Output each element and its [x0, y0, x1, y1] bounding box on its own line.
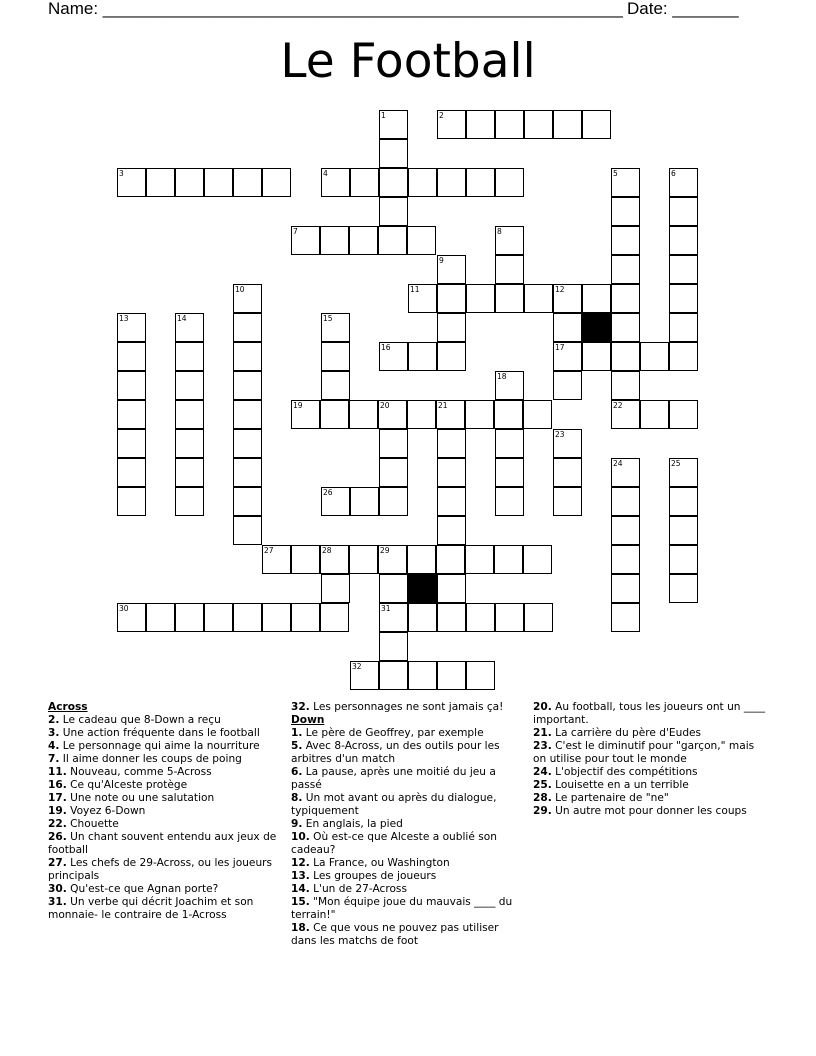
- grid-cell[interactable]: [320, 226, 349, 255]
- clue-number: 5.: [291, 740, 303, 752]
- grid-cell[interactable]: [669, 313, 698, 342]
- grid-cell[interactable]: [611, 487, 640, 516]
- clue-text: La carrière du père d'Eudes: [551, 727, 702, 739]
- clue-text: Nouveau, comme 5-Across: [66, 766, 212, 778]
- clue-number: 32.: [291, 701, 310, 713]
- grid-cell[interactable]: [379, 458, 408, 487]
- clue-item: [291, 766, 517, 792]
- grid-cell[interactable]: [611, 574, 640, 603]
- clue-number: 12.: [291, 857, 310, 869]
- clue-item: [533, 766, 768, 779]
- grid-cell[interactable]: [321, 313, 350, 342]
- grid-cell[interactable]: [437, 110, 466, 139]
- grid-cell[interactable]: [495, 371, 524, 400]
- clue-text: "Mon équipe joue du mauvais ____ du terrain!": [291, 896, 513, 921]
- grid-cell[interactable]: [436, 400, 465, 429]
- clue-item: [48, 805, 278, 818]
- clue-text: Louisette en a un terrible: [551, 779, 689, 791]
- grid-cell[interactable]: [611, 342, 640, 371]
- grid-cell[interactable]: [233, 429, 262, 458]
- clue-number: 2.: [48, 714, 60, 726]
- clue-text: Ce qu'Alceste protège: [66, 779, 188, 791]
- clues-column-1: [48, 701, 278, 922]
- clue-item: [533, 792, 768, 805]
- grid-cell[interactable]: [175, 400, 204, 429]
- grid-cell[interactable]: [611, 226, 640, 255]
- clue-text: Au football, tous les joueurs ont un ____ important.: [533, 701, 766, 726]
- clue-number: 26.: [48, 831, 67, 843]
- grid-cell[interactable]: [437, 342, 466, 371]
- grid-cell[interactable]: [611, 197, 640, 226]
- grid-cell[interactable]: [117, 487, 146, 516]
- clue-number: 23.: [533, 740, 552, 752]
- grid-cell[interactable]: [523, 545, 552, 574]
- cell-number: 10: [235, 285, 245, 294]
- grid-cell[interactable]: [669, 487, 698, 516]
- clue-number: 28.: [533, 792, 552, 804]
- grid-cell[interactable]: [669, 284, 698, 313]
- grid-cell[interactable]: [437, 574, 466, 603]
- grid-cell[interactable]: [669, 197, 698, 226]
- grid-cell[interactable]: [669, 458, 698, 487]
- grid-cell[interactable]: [408, 284, 437, 313]
- grid-cell[interactable]: [204, 168, 233, 197]
- grid-cell[interactable]: [669, 342, 698, 371]
- grid-cell[interactable]: [611, 168, 640, 197]
- grid-cell[interactable]: [669, 574, 698, 603]
- grid-cell[interactable]: [291, 226, 320, 255]
- cell-number: 16: [381, 343, 391, 352]
- clue-item: [291, 740, 517, 766]
- clue-number: 21.: [533, 727, 552, 739]
- clue-item: [48, 740, 278, 753]
- clue-number: 19.: [48, 805, 67, 817]
- clue-number: 20.: [533, 701, 552, 713]
- grid-cell[interactable]: [175, 313, 204, 342]
- grid-cell[interactable]: [640, 400, 669, 429]
- grid-cell[interactable]: [233, 487, 262, 516]
- clue-number: 13.: [291, 870, 310, 882]
- clue-number: 3.: [48, 727, 60, 739]
- grid-cell[interactable]: [262, 168, 291, 197]
- grid-cell[interactable]: [611, 516, 640, 545]
- grid-cell[interactable]: [495, 487, 524, 516]
- grid-cell[interactable]: [175, 342, 204, 371]
- grid-cell[interactable]: [611, 313, 640, 342]
- grid-cell[interactable]: [379, 632, 408, 661]
- grid-cell[interactable]: [320, 545, 349, 574]
- clues-column-3: [533, 701, 768, 818]
- cell-number: 13: [119, 314, 129, 323]
- grid-cell[interactable]: [379, 110, 408, 139]
- clue-text: Ce que vous ne pouvez pas utiliser dans les matchs de foot: [291, 922, 499, 947]
- cell-number: 19: [293, 401, 303, 410]
- grid-cell[interactable]: [669, 400, 698, 429]
- grid-cell[interactable]: [495, 255, 524, 284]
- grid-cell[interactable]: [437, 487, 466, 516]
- cell-number: 14: [177, 314, 187, 323]
- clue-number: 1.: [291, 727, 303, 739]
- grid-cell[interactable]: [407, 545, 436, 574]
- grid-cell[interactable]: [262, 603, 291, 632]
- grid-cell[interactable]: [408, 342, 437, 371]
- grid-cell[interactable]: [291, 603, 320, 632]
- clue-number: 8.: [291, 792, 303, 804]
- grid-cell[interactable]: [379, 342, 408, 371]
- grid-cell[interactable]: [350, 661, 379, 690]
- grid-cell[interactable]: [117, 429, 146, 458]
- grid-cell[interactable]: [553, 313, 582, 342]
- clue-number: 4.: [48, 740, 60, 752]
- grid-cell[interactable]: [379, 197, 408, 226]
- clue-text: En anglais, la pied: [302, 818, 403, 830]
- grid-cell[interactable]: [437, 429, 466, 458]
- cell-number: 9: [439, 256, 444, 265]
- grid-cell[interactable]: [379, 487, 408, 516]
- grid-cell[interactable]: [495, 603, 524, 632]
- grid-cell[interactable]: [379, 429, 408, 458]
- grid-cell[interactable]: [495, 284, 524, 313]
- clue-item: [48, 883, 278, 896]
- grid-cell[interactable]: [233, 516, 262, 545]
- grid-cell[interactable]: [669, 516, 698, 545]
- clue-text: Les chefs de 29-Across, ou les joueurs principals: [48, 857, 273, 882]
- cell-number: 7: [293, 227, 298, 236]
- clue-number: 6.: [291, 766, 303, 778]
- clues-column-2: [291, 701, 517, 948]
- clue-item: [48, 727, 278, 740]
- clue-item: [48, 714, 278, 727]
- clue-item: [291, 701, 517, 714]
- cell-number: 21: [438, 401, 448, 410]
- grid-cell[interactable]: [291, 400, 320, 429]
- grid-cell[interactable]: [669, 255, 698, 284]
- clue-number: 25.: [533, 779, 552, 791]
- grid-cell[interactable]: [611, 545, 640, 574]
- clue-text: Une note ou une salutation: [66, 792, 215, 804]
- clue-item: [291, 792, 517, 818]
- cell-number: 20: [380, 401, 390, 410]
- grid-cell[interactable]: [349, 226, 378, 255]
- clue-text: Avec 8-Across, un des outils pour les arbitres d'un match: [291, 740, 500, 765]
- cell-number: 22: [613, 401, 623, 410]
- grid-cell[interactable]: [465, 400, 494, 429]
- cell-number: 8: [497, 227, 502, 236]
- grid-cell[interactable]: [524, 110, 553, 139]
- cell-number: 17: [555, 343, 565, 352]
- grid-cell[interactable]: [436, 545, 465, 574]
- clue-number: 31.: [48, 896, 67, 908]
- cell-number: 27: [264, 546, 274, 555]
- clue-text: Qu'est-ce que Agnan porte?: [66, 883, 219, 895]
- grid-cell[interactable]: [233, 371, 262, 400]
- date-field-label: Date: _______: [627, 0, 739, 18]
- clues-heading: Down: [291, 714, 325, 726]
- grid-cell[interactable]: [437, 603, 466, 632]
- clue-text: Le père de Geoffrey, par exemple: [302, 727, 484, 739]
- grid-cell[interactable]: [437, 313, 466, 342]
- grid-cell[interactable]: [611, 284, 640, 313]
- grid-cell[interactable]: [408, 168, 437, 197]
- grid-cell[interactable]: [553, 487, 582, 516]
- grid-cell[interactable]: [494, 400, 523, 429]
- cell-number: 23: [555, 430, 565, 439]
- grid-cell[interactable]: [466, 284, 495, 313]
- clue-item: [48, 857, 278, 883]
- clue-item: [533, 727, 768, 740]
- cell-number: 2: [439, 111, 444, 120]
- grid-cell[interactable]: [175, 458, 204, 487]
- grid-cell[interactable]: [233, 400, 262, 429]
- grid-cell[interactable]: [582, 110, 611, 139]
- grid-cell[interactable]: [437, 516, 466, 545]
- clue-text: Les personnages ne sont jamais ça!: [309, 701, 504, 713]
- clue-number: 9.: [291, 818, 303, 830]
- clue-number: 17.: [48, 792, 67, 804]
- clue-item: [533, 701, 768, 727]
- grid-cell[interactable]: [524, 284, 553, 313]
- clue-text: Les groupes de joueurs: [309, 870, 437, 882]
- grid-cell[interactable]: [320, 603, 349, 632]
- clue-text: C'est le diminutif pour "garçon," mais on utilise pour tout le monde: [533, 740, 755, 765]
- grid-cell[interactable]: [233, 313, 262, 342]
- grid-cell[interactable]: [146, 168, 175, 197]
- clue-text: Le cadeau que 8-Down a reçu: [59, 714, 221, 726]
- clue-text: Chouette: [66, 818, 119, 830]
- grid-cell[interactable]: [117, 313, 146, 342]
- grid-cell[interactable]: [379, 574, 408, 603]
- cell-number: 29: [380, 546, 390, 555]
- clue-item: [48, 753, 278, 766]
- grid-cell[interactable]: [553, 284, 582, 313]
- grid-cell[interactable]: [233, 168, 262, 197]
- clue-number: 10.: [291, 831, 310, 843]
- clue-text: Il aime donner les coups de poing: [59, 753, 242, 765]
- grid-cell[interactable]: [379, 661, 408, 690]
- clue-text: La pause, après une moitié du jeu a passé: [291, 766, 496, 791]
- grid-cell[interactable]: [669, 226, 698, 255]
- clue-number: 14.: [291, 883, 310, 895]
- clue-item: [48, 896, 278, 922]
- clue-text: La France, ou Washington: [309, 857, 450, 869]
- grid-cell[interactable]: [669, 545, 698, 574]
- clue-item: [291, 818, 517, 831]
- grid-cell[interactable]: [291, 545, 320, 574]
- clue-text: Le personnage qui aime la nourriture: [59, 740, 260, 752]
- clue-number: 15.: [291, 896, 310, 908]
- grid-cell[interactable]: [553, 371, 582, 400]
- grid-cell[interactable]: [437, 168, 466, 197]
- grid-cell[interactable]: [466, 168, 495, 197]
- grid-cell[interactable]: [495, 458, 524, 487]
- clue-number: 18.: [291, 922, 310, 934]
- grid-cell[interactable]: [321, 342, 350, 371]
- grid-cell[interactable]: [495, 168, 524, 197]
- grid-cell[interactable]: [494, 545, 523, 574]
- clue-text: Un mot avant ou après du dialogue, typiquement: [291, 792, 497, 817]
- grid-cell[interactable]: [204, 603, 233, 632]
- grid-cell[interactable]: [640, 342, 669, 371]
- clue-text: Une action fréquente dans le football: [59, 727, 260, 739]
- clue-number: 29.: [533, 805, 552, 817]
- clue-item: [48, 766, 278, 779]
- grid-cell[interactable]: [379, 603, 408, 632]
- clue-text: Un verbe qui décrit Joachim et son monnaie- le contraire de 1-Across: [48, 896, 254, 921]
- grid-cell[interactable]: [582, 284, 611, 313]
- clue-item: [533, 740, 768, 766]
- grid-cell[interactable]: [378, 400, 407, 429]
- grid-cell[interactable]: [321, 168, 350, 197]
- clue-item: [291, 831, 517, 857]
- grid-cell[interactable]: [117, 400, 146, 429]
- grid-cell[interactable]: [117, 603, 146, 632]
- grid-cell[interactable]: [117, 342, 146, 371]
- grid-cell[interactable]: [553, 110, 582, 139]
- clue-item: [48, 818, 278, 831]
- grid-cell[interactable]: [408, 661, 437, 690]
- cell-number: 5: [613, 169, 618, 178]
- grid-cell[interactable]: [407, 226, 436, 255]
- cell-number: 3: [119, 169, 124, 178]
- clue-item: [291, 857, 517, 870]
- grid-cell[interactable]: [408, 603, 437, 632]
- grid-cell[interactable]: [553, 429, 582, 458]
- grid-cell[interactable]: [233, 284, 262, 313]
- grid-cell[interactable]: [320, 400, 349, 429]
- grid-cell[interactable]: [582, 342, 611, 371]
- grid-cell[interactable]: [146, 603, 175, 632]
- cell-number: 18: [497, 372, 507, 381]
- grid-cell[interactable]: [117, 458, 146, 487]
- grid-cell[interactable]: [350, 168, 379, 197]
- grid-cell[interactable]: [523, 400, 552, 429]
- clue-text: Le partenaire de "ne": [551, 792, 669, 804]
- clue-text: Voyez 6-Down: [66, 805, 146, 817]
- cell-number: 25: [671, 459, 681, 468]
- black-cell: [408, 574, 437, 603]
- cell-number: 4: [323, 169, 328, 178]
- grid-cell[interactable]: [495, 429, 524, 458]
- grid-cell[interactable]: [495, 226, 524, 255]
- clue-text: Un autre mot pour donner les coups: [551, 805, 747, 817]
- clue-item: [533, 779, 768, 792]
- clue-item: [48, 779, 278, 792]
- name-field-label: Name: _______________________________________________________: [48, 0, 623, 18]
- clue-item: [48, 831, 278, 857]
- cell-number: 1: [381, 111, 386, 120]
- grid-cell[interactable]: [233, 458, 262, 487]
- grid-cell[interactable]: [321, 487, 350, 516]
- cell-number: 24: [613, 459, 623, 468]
- clue-number: 30.: [48, 883, 67, 895]
- grid-cell[interactable]: [117, 371, 146, 400]
- grid-cell[interactable]: [465, 545, 494, 574]
- cell-number: 12: [555, 285, 565, 294]
- grid-cell[interactable]: [349, 545, 378, 574]
- grid-cell[interactable]: [321, 574, 350, 603]
- grid-cell[interactable]: [669, 168, 698, 197]
- black-cell: [582, 313, 611, 342]
- grid-cell[interactable]: [437, 661, 466, 690]
- clue-item: [291, 883, 517, 896]
- clue-text: Où est-ce que Alceste a oublié son cadeau?: [291, 831, 497, 856]
- grid-cell[interactable]: [611, 255, 640, 284]
- clue-text: L'objectif des compétitions: [551, 766, 698, 778]
- grid-cell[interactable]: [466, 110, 495, 139]
- grid-cell[interactable]: [378, 226, 407, 255]
- clue-item: [291, 896, 517, 922]
- cell-number: 31: [381, 604, 391, 613]
- clue-item: [291, 922, 517, 948]
- cell-number: 32: [352, 662, 362, 671]
- clue-text: L'un de 27-Across: [309, 883, 407, 895]
- grid-cell[interactable]: [175, 429, 204, 458]
- grid-cell[interactable]: [407, 400, 436, 429]
- cell-number: 26: [323, 488, 333, 497]
- clue-number: 27.: [48, 857, 67, 869]
- grid-cell[interactable]: [553, 458, 582, 487]
- cell-number: 15: [323, 314, 333, 323]
- clue-number: 24.: [533, 766, 552, 778]
- clue-item: [291, 727, 517, 740]
- grid-cell[interactable]: [262, 545, 291, 574]
- page-title: Le Football: [280, 34, 536, 89]
- grid-cell[interactable]: [611, 458, 640, 487]
- grid-cell[interactable]: [611, 603, 640, 632]
- clue-item: [533, 805, 768, 818]
- grid-cell[interactable]: [175, 487, 204, 516]
- grid-cell[interactable]: [437, 458, 466, 487]
- grid-cell[interactable]: [524, 603, 553, 632]
- grid-cell[interactable]: [495, 110, 524, 139]
- clue-number: 22.: [48, 818, 67, 830]
- grid-cell[interactable]: [117, 168, 146, 197]
- cell-number: 11: [410, 285, 420, 294]
- grid-cell[interactable]: [175, 603, 204, 632]
- grid-cell[interactable]: [233, 603, 262, 632]
- grid-cell[interactable]: [611, 400, 640, 429]
- grid-cell[interactable]: [379, 139, 408, 168]
- grid-cell[interactable]: [175, 371, 204, 400]
- grid-cell[interactable]: [350, 487, 379, 516]
- grid-cell[interactable]: [175, 168, 204, 197]
- clue-text: Un chant souvent entendu aux jeux de football: [48, 831, 277, 856]
- grid-cell[interactable]: [553, 342, 582, 371]
- grid-cell[interactable]: [466, 603, 495, 632]
- clues-heading: Across: [48, 701, 88, 713]
- grid-cell[interactable]: [437, 255, 466, 284]
- grid-cell[interactable]: [321, 371, 350, 400]
- cell-number: 28: [322, 546, 332, 555]
- clue-item: [291, 870, 517, 883]
- clue-number: 11.: [48, 766, 67, 778]
- grid-cell[interactable]: [378, 545, 407, 574]
- grid-cell[interactable]: [466, 661, 495, 690]
- grid-cell[interactable]: [379, 168, 408, 197]
- clue-item: [48, 792, 278, 805]
- grid-cell[interactable]: [349, 400, 378, 429]
- cell-number: 30: [119, 604, 129, 613]
- grid-cell[interactable]: [437, 284, 466, 313]
- clue-number: 7.: [48, 753, 60, 765]
- cell-number: 6: [671, 169, 676, 178]
- grid-cell[interactable]: [233, 342, 262, 371]
- grid-cell[interactable]: [611, 371, 640, 400]
- clue-number: 16.: [48, 779, 67, 791]
